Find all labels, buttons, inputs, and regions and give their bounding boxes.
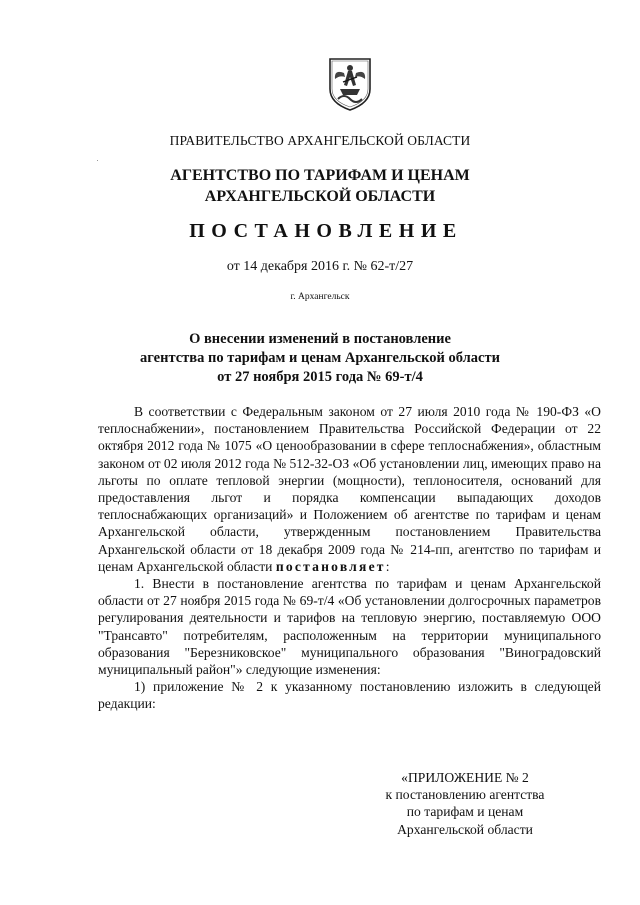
preamble-text: В соответствии с Федеральным законом от 27 июля 2010 года № 190-ФЗ «О теплоснабжении», постановлением Правительства Российской Федерации от 22 октября 2012 года № 1075 «О ценообразовании в сфере теплоснабжения», областным законом от 02 июля 2012 года № 512-32-ОЗ «Об установлении лиц, имеющих право на льготы по оплате тепловой энергии (мощности), теплоносителя, оснований для предоставления льгот и порядка компенсации выпадающих доходов теплоснабжающих организаций» и Положением об агентстве по тарифам и ценам Архангельской области, утвержденным постановлением Правительства Архангельской области от 18 декабря 2009 года № 214-пп, агентство по тарифам и ценам Архангельской области (98, 404, 601, 574)
subject-line2: агентства по тарифам и ценам Архангельской области (140, 350, 500, 366)
appendix-line1: «ПРИЛОЖЕНИЕ № 2 (401, 770, 529, 785)
document-date-number: от 14 декабря 2016 г. № 62-т/27 (226, 259, 414, 274)
clause-1-paragraph: 1. Внести в постановление агентства по тарифам и ценам Архангельской области от 27 ноября 2015 года № 69-т/4 «Об установлении долгосрочных параметров регулирования деятельности и тарифов на тепловую энергию, поставляемую ООО "Трансавто" потребителям, расположенным на территории муниципального образования "Березниковское" муниципального образования "Виноградовский муниципальный район"» следующие изменения: (98, 576, 601, 678)
agency-title (0, 165, 640, 207)
preamble-paragraph (98, 403, 601, 575)
appendix-heading (360, 769, 570, 838)
appendix-line2: к постановлению агентства (385, 787, 545, 803)
document-type: ПОСТАНОВЛЕНИЕ (189, 220, 463, 242)
document-subject (0, 330, 640, 387)
agency-title-line2: АРХАНГЕЛЬСКОЙ ОБЛАСТИ (204, 188, 436, 205)
preamble-end: : (385, 558, 390, 574)
scan-speck (97, 160, 98, 161)
resolves-word: постановляет (275, 558, 386, 574)
arkhangelsk-coat-of-arms-icon (326, 55, 374, 113)
subject-line1: О внесении изменений в постановление (189, 331, 451, 347)
appendix-line4: Архангельской области (397, 821, 533, 837)
subclause-1-paragraph: 1) приложение № 2 к указанному постановлению изложить в следующей редакции: (98, 679, 601, 712)
subject-line3: от 27 ноября 2015 года № 69-т/4 (217, 369, 423, 385)
document-body (98, 403, 601, 713)
appendix-line3: по тарифам и ценам (406, 804, 524, 820)
agency-title-line1: АГЕНТСТВО ПО ТАРИФАМ И ЦЕНАМ (170, 167, 470, 184)
government-title: ПРАВИТЕЛЬСТВО АРХАНГЕЛЬСКОЙ ОБЛАСТИ (169, 133, 471, 148)
document-city: г. Архангельск (290, 292, 350, 302)
